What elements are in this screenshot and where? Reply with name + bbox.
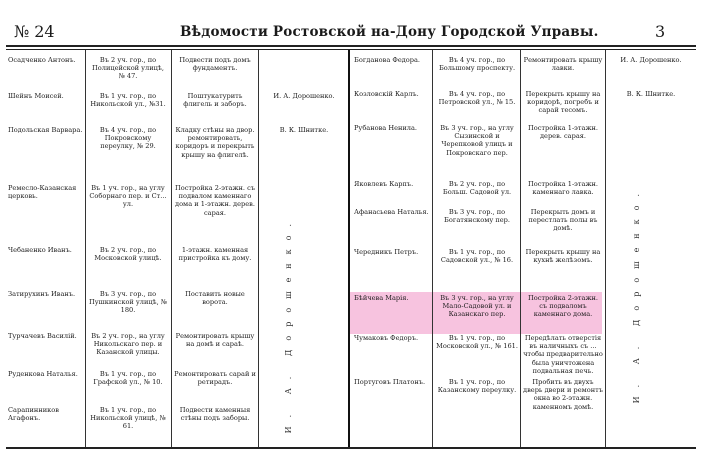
row-executor (608, 248, 694, 284)
row-executor (262, 370, 346, 400)
row-owner: Яковлевъ Карпъ. (354, 180, 414, 188)
row-executor (262, 332, 346, 366)
footer-rule (6, 447, 696, 449)
row-owner: Шейнъ Моисей. (8, 92, 64, 100)
row-executor (262, 246, 346, 284)
row-order: Подвести подъ домъ фундаментъ. (179, 56, 251, 73)
col-divider (605, 50, 606, 447)
row-owner: Затирухинъ Иванъ. (8, 290, 76, 298)
row-order: Пробить въ двухъ дверь двери и ремонтъ окна во 2-этажн. каменномъ домѣ. (523, 378, 603, 411)
row-owner: Афанасьева Наталья. (354, 208, 429, 216)
row-owner: Подольская Варвара. (8, 126, 83, 134)
row-location: Въ 1 уч. гор., по Московской ул., № 161. (436, 334, 518, 351)
row-order: Перекрыть крышу на кухнѣ желѣзомъ. (525, 248, 601, 265)
row-owner: Козловскій Карлъ. (354, 90, 419, 98)
row-executor: В. К. Шнитке. (279, 126, 329, 134)
row-location: Въ 2 уч. гор., по Полицейской улицѣ, № 47. (92, 56, 164, 81)
header-rule-thick (6, 45, 696, 47)
row-order: Ремонтировать сарай и ретирадъ. (174, 370, 256, 387)
row-location: Въ 3 уч. гор., по Пушкинской улицѣ, № 180. (88, 290, 168, 315)
col-divider (258, 50, 259, 447)
right-executor-vertical: И. А. Дорошенко. (632, 185, 641, 404)
row-order: Поставить новые ворота. (185, 290, 245, 307)
row-executor (262, 290, 346, 328)
row-owner: Сарапинников Агафонъ. (8, 406, 59, 423)
row-location: Въ 1 уч. гор., по Графской ул., № 10. (93, 370, 163, 387)
row-executor (608, 378, 694, 440)
row-executor (608, 208, 694, 244)
row-location: Въ 4 уч. гор., по Петровской ул., № 15. (438, 90, 516, 107)
row-executor (608, 124, 694, 174)
row-order: Перекрыть крышу на коридорѣ, погребъ и сарай тесомъ. (525, 90, 601, 115)
page-title: Вѣдомости Ростовской на-Дону Городской Управы. (180, 24, 599, 40)
col-divider (520, 50, 521, 447)
row-executor (608, 334, 694, 374)
row-owner: Богданова Федора. (354, 56, 421, 64)
row-executor: В. К. Шнитке. (626, 90, 676, 98)
row-owner: Чумаковъ Федоръ. (354, 334, 419, 342)
row-owner: Бѣйчева Марія. (354, 294, 409, 302)
left-executor-vertical: И. А. Дорошенко. (284, 215, 293, 434)
row-location: Въ 4 уч. гор., по Покровскому переулку, № 29. (99, 126, 157, 151)
row-order: Кладку стѣны на двор. ремонтировать, коридоръ и перекрыть крышу на флигелѣ. (175, 126, 255, 159)
page-number: 3 (655, 22, 666, 41)
row-owner: Турчачевъ Василій. (8, 332, 77, 340)
row-location: Въ 2 уч. гор., по Московской улицѣ. (94, 246, 162, 263)
row-executor: И. А. Дорошенко. (620, 56, 682, 64)
row-order: Постройка 1-этажн. дерев. сарая. (527, 124, 599, 141)
row-order: Постройка 1-этажн. каменнаго лавка. (527, 180, 599, 197)
row-location: Въ 1 уч. гор., по Никольской ул., №31. (90, 92, 166, 109)
row-owner: Рубанова Ненила. (354, 124, 417, 132)
row-location: Въ 3 уч. гор., по Богатянскому пер. (444, 208, 510, 225)
header-rule-thin (6, 49, 696, 50)
row-executor (262, 406, 346, 444)
col-divider (432, 50, 433, 447)
col-divider (348, 50, 350, 447)
row-location: Въ 1 уч. гор., по Никольской улицѣ, № 61. (90, 406, 166, 431)
row-order: Передѣлать отверстія въ наличныхъ съ ... чтобы предварительно была уничтожена подвальная печь. (523, 334, 603, 374)
row-location: Въ 3 уч. гор., на углу Мало-Садовой ул. и Казанскаго пер. (440, 294, 514, 319)
row-owner: Португовъ Платонъ. (354, 378, 426, 386)
row-order: 1-этажн. каменная пристройка къ дому. (178, 246, 252, 263)
row-executor (608, 180, 694, 206)
page-header (0, 22, 702, 44)
row-location: Въ 2 уч. гор., по Больш. Садовой ул. (442, 180, 512, 197)
row-owner: Чередникъ Петръ. (354, 248, 419, 256)
row-order: Постройка 2-этажн. съ подваломъ каменнаго дома. (527, 294, 599, 319)
row-location: Въ 2 уч. гор., на углу Никольскаго пер. и Казанской улицы. (91, 332, 165, 357)
row-executor (262, 184, 346, 238)
col-divider (171, 50, 172, 447)
row-location: Въ 1 уч. гор., по Садовской ул., № 16. (440, 248, 514, 265)
issue-number: № 24 (14, 22, 55, 41)
row-executor (608, 294, 694, 332)
row-executor (262, 56, 346, 86)
row-location: Въ 1 уч. гор., по Казанскому переулку. (437, 378, 517, 395)
row-owner: Ремесло-Казанская церковь. (8, 184, 77, 201)
row-order: Ремонтировать крышу лавки. (523, 56, 603, 73)
row-owner: Руденкова Наталья. (8, 370, 78, 378)
row-owner: Осадченко Антонъ. (8, 56, 76, 64)
row-location: Въ 4 уч. гор., по Большому проспекту. (438, 56, 516, 73)
row-order: Поштукатурить флигель и заборъ. (183, 92, 247, 109)
row-executor: И. А. Дорошенко. (273, 92, 335, 100)
row-location: Въ 3 уч. гор., на углу Сызинской и Черепковой улицъ и Покровскаго пер. (440, 124, 514, 157)
row-location: Въ 1 уч. гор., на углу Соборнаго пер. и Ст... ул. (89, 184, 167, 209)
col-divider (85, 50, 86, 447)
row-order: Перекрыть домъ и перестлать полы въ домѣ. (528, 208, 598, 233)
row-order: Постройка 2-этажн. съ подвалом каменнаго дома и 1-этажн. дерев. сарая. (174, 184, 256, 217)
row-owner: Чебаненко Иванъ. (8, 246, 72, 254)
row-order: Подвести каменныя стѣны подъ заборы. (179, 406, 251, 423)
row-order: Ремонтировать крышу на домѣ и сараѣ. (175, 332, 255, 349)
